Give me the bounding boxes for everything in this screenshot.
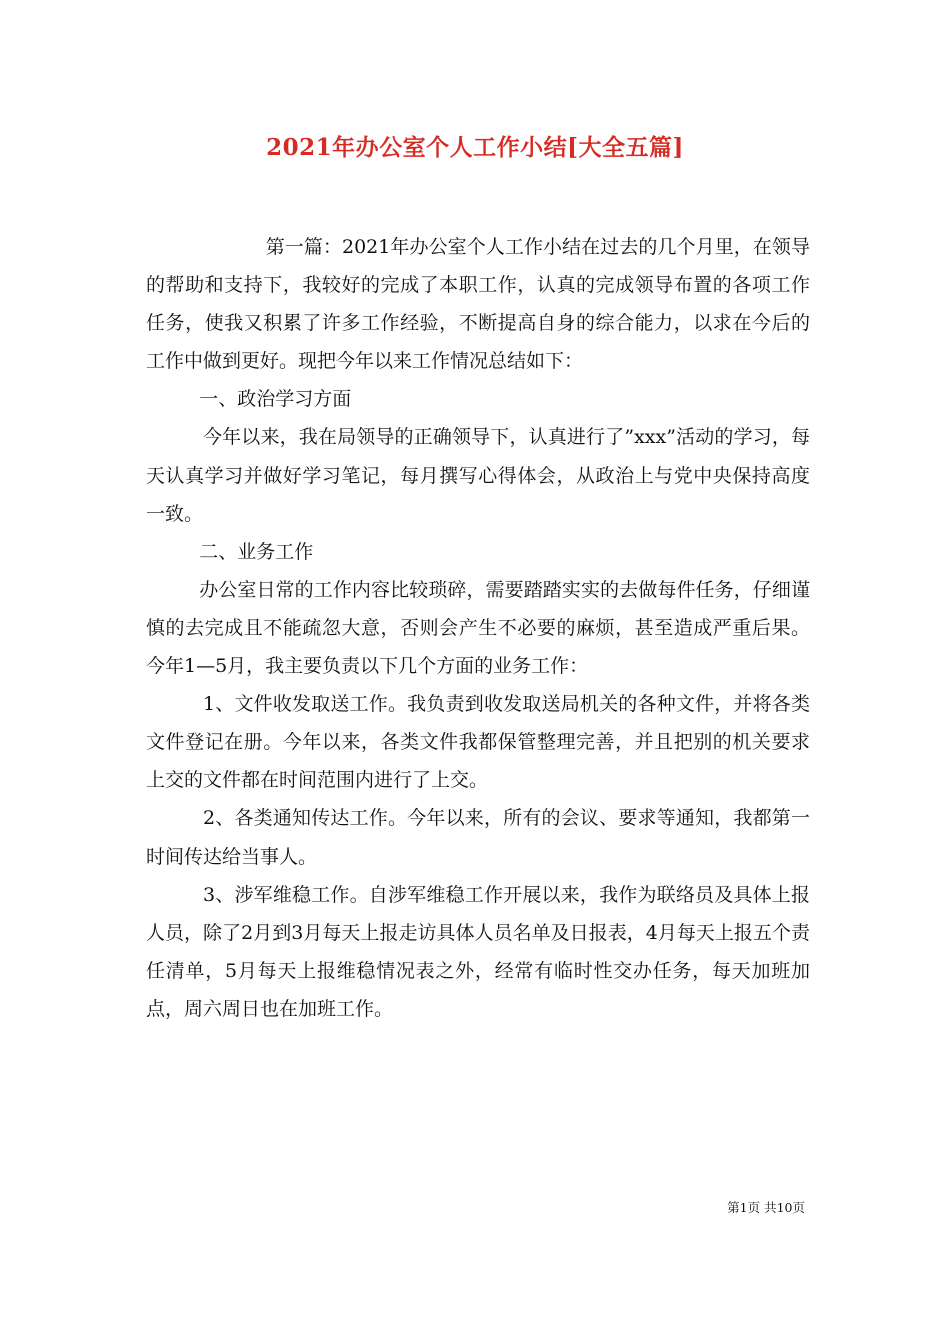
paragraph-item-1: 1、文件收发取送工作。我负责到收发取送局机关的各种文件，并将各类文件登记在册。今年以来，各类文件我都保管整理完善，并且把别的机关要求上交的文件都在时间范围内进行了上交。 [146,693,810,792]
paragraph-business-work: 办公室日常的工作内容比较琐碎，需要踏踏实实的去做每件任务，仔细谨慎的去完成且不能疏忽大意，否则会产生不必要的麻烦，甚至造成严重后果。今年1—5月，我主要负责以下几个方面的业务工作： [146,578,810,678]
document-title: 2021年办公室个人工作小结[大全五篇] [266,134,684,161]
document-body [146,228,810,1028]
paragraph-item-2: 2、各类通知传达工作。今年以来，所有的会议、要求等通知，我都第一时间传达给当事人。 [146,807,810,868]
paragraph-item-3: 3、涉军维稳工作。自涉军维稳工作开展以来，我作为联络员及具体上报人员，除了2月到3月每天上报走访具体人员名单及日报表，4月每天上报五个责任清单，5月每天上报维稳情况表之外，经常有临时性交办任务，每天加班加点，周六周日也在加班工作。 [146,883,810,1020]
heading-business-work: 二、业务工作 [199,540,314,563]
paragraph-intro: 第一篇：2021年办公室个人工作小结在过去的几个月里，在领导的帮助和支持下，我较好的完成了本职工作，认真的完成领导布置的各项工作任务，使我又积累了许多工作经验，不断提高自身的综合能力，以求在今后的工作中做到更好。现把今年以来工作情况总结如下： [146,236,810,373]
heading-political-study: 一、政治学习方面 [199,388,352,411]
page-number: 第1页 共10页 [727,1200,805,1215]
paragraph-political-study: 今年以来，我在局领导的正确领导下，认真进行了”xxx”活动的学习，每天认真学习并做好学习笔记，每月撰写心得体会，从政治上与党中央保持高度一致。 [146,426,810,525]
